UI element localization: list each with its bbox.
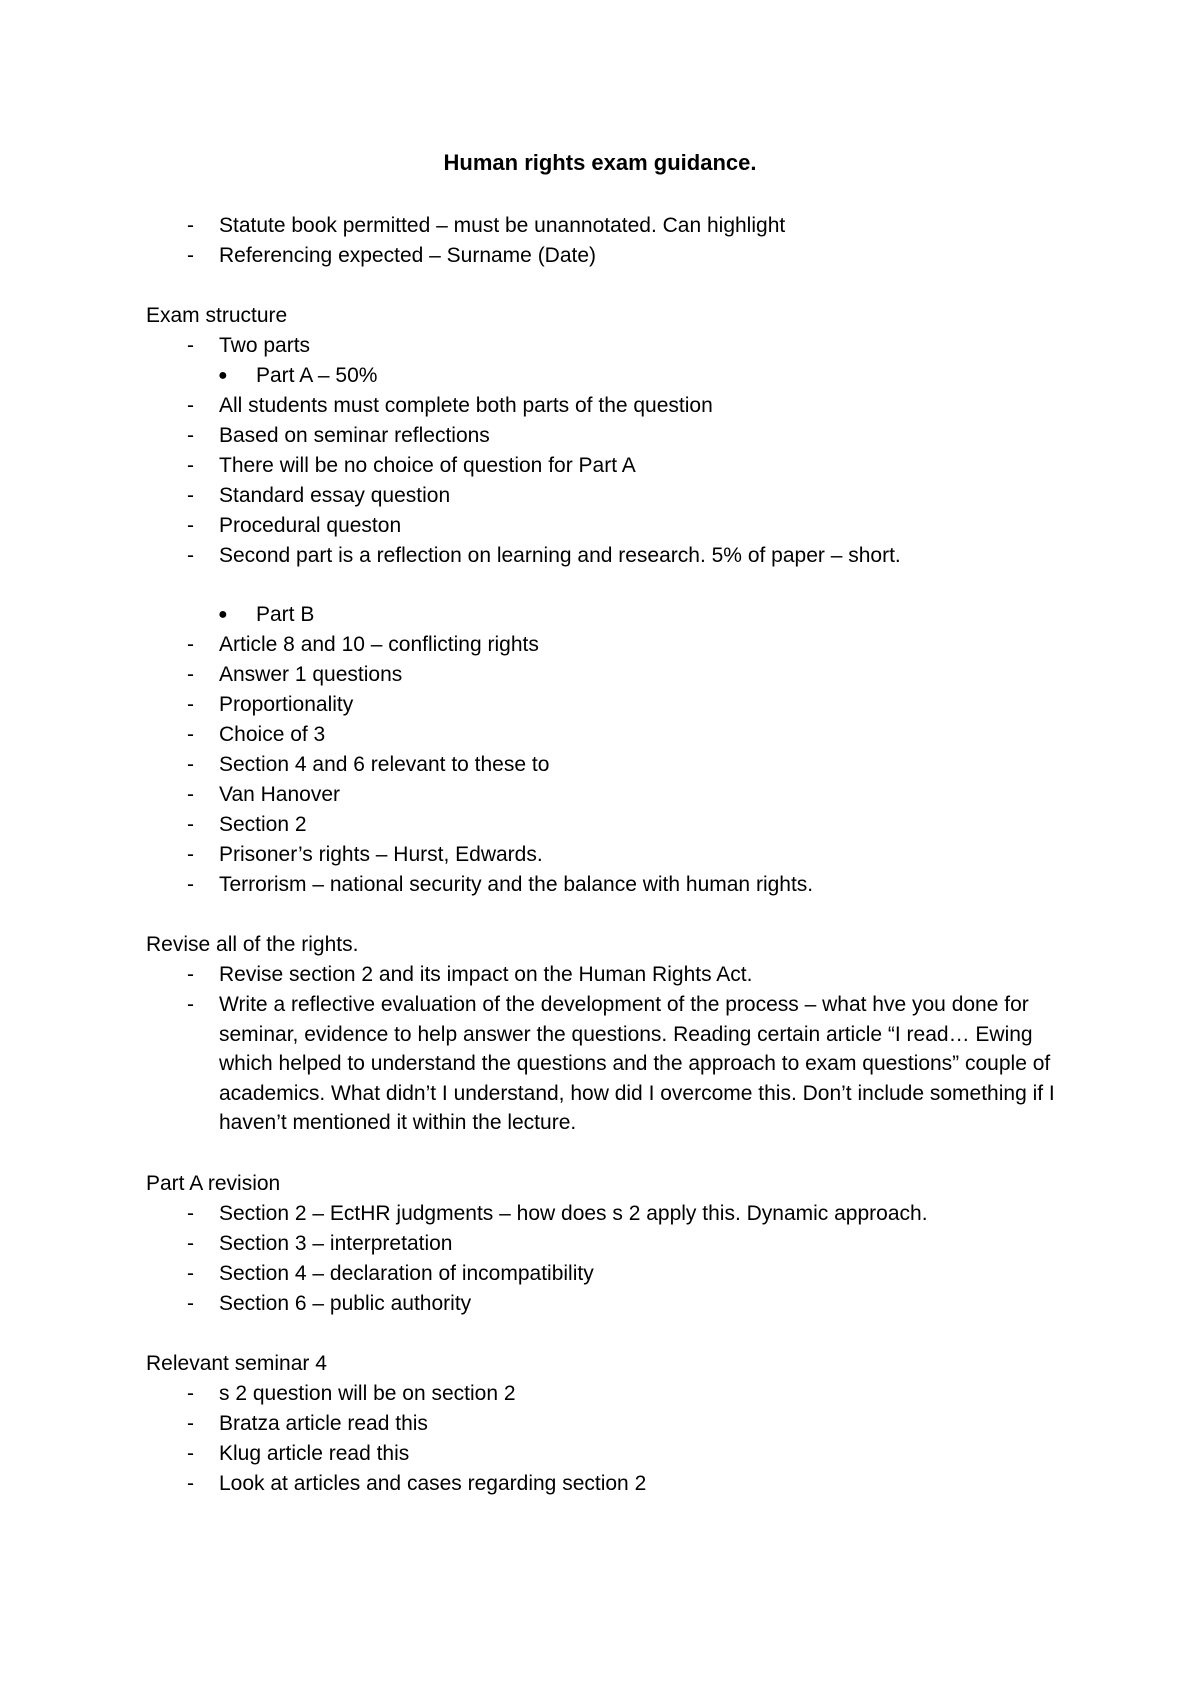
dash-marker: - xyxy=(187,514,194,537)
bullet-icon: ● xyxy=(218,367,228,384)
list-item-text: Answer 1 questions xyxy=(219,663,403,686)
section-heading-relevant-seminar: Relevant seminar 4 xyxy=(146,1352,327,1375)
list-item-text: Standard essay question xyxy=(219,484,451,507)
bullet-icon: ● xyxy=(218,606,228,623)
list-item-text: Prisoner’s rights – Hurst, Edwards. xyxy=(219,843,543,866)
dash-marker: - xyxy=(187,813,194,836)
dash-marker: - xyxy=(187,1262,194,1285)
list-item-text: Bratza article read this xyxy=(219,1412,428,1435)
dash-marker: - xyxy=(187,454,194,477)
list-item-text: Statute book permitted – must be unannotated. Can highlight xyxy=(219,214,786,237)
list-item-text: s 2 question will be on section 2 xyxy=(219,1382,516,1405)
list-item-text: Klug article read this xyxy=(219,1442,410,1465)
section-heading-exam-structure: Exam structure xyxy=(146,304,288,327)
dash-marker: - xyxy=(187,334,194,357)
dash-marker: - xyxy=(187,693,194,716)
list-item-text: Section 2 – EctHR judgments – how does s 2 apply this. Dynamic approach. xyxy=(219,1202,928,1225)
bullet-item-text: Part A – 50% xyxy=(256,364,378,387)
dash-marker: - xyxy=(187,1442,194,1465)
dash-marker: - xyxy=(187,963,194,986)
list-item-text: Two parts xyxy=(219,334,311,357)
dash-marker: - xyxy=(187,1412,194,1435)
list-item-text: There will be no choice of question for Part A xyxy=(219,454,636,477)
list-item-text: Procedural queston xyxy=(219,514,402,537)
dash-marker: - xyxy=(187,723,194,746)
dash-marker: - xyxy=(187,1382,194,1405)
section-heading-revise: Revise all of the rights. xyxy=(146,933,359,956)
reflective-paragraph: Write a reflective evaluation of the development of the process – what hve you done for seminar, evidence to help answer the questions. Reading certain article “I read… Ewing which helped to understand the questions and the approach to exam questions” couple of academics. What didn’t I understand, how did I overcome this. Don’t include something if I haven’t mentioned it within the lecture. xyxy=(219,993,1055,1135)
list-item-text: Article 8 and 10 – conflicting rights xyxy=(219,633,539,656)
list-item-text: Look at articles and cases regarding section 2 xyxy=(219,1472,647,1495)
list-item-text: Second part is a reflection on learning and research. 5% of paper – short. xyxy=(219,544,901,567)
dash-marker: - xyxy=(187,753,194,776)
dash-marker: - xyxy=(187,1292,194,1315)
list-item-text: Choice of 3 xyxy=(219,723,326,746)
list-item-text: Section 4 and 6 relevant to these to xyxy=(219,753,550,776)
dash-marker: - xyxy=(187,663,194,686)
dash-marker: - xyxy=(187,244,194,267)
dash-marker: - xyxy=(187,633,194,656)
list-item-text: Van Hanover xyxy=(219,783,341,806)
dash-marker: - xyxy=(187,214,194,237)
list-item-text: Section 2 xyxy=(219,813,307,836)
dash-marker: - xyxy=(187,394,194,417)
list-item-text: Revise section 2 and its impact on the Human Rights Act. xyxy=(219,963,753,986)
list-item-text: Based on seminar reflections xyxy=(219,424,490,447)
list-item-text: All students must complete both parts of the question xyxy=(219,394,713,417)
dash-marker: - xyxy=(187,1202,194,1225)
list-item-text: Section 6 – public authority xyxy=(219,1292,472,1315)
document-title: Human rights exam guidance. xyxy=(443,150,757,175)
list-item-text: Referencing expected – Surname (Date) xyxy=(219,244,597,267)
dash-marker: - xyxy=(187,993,194,1016)
list-item-text: Terrorism – national security and the balance with human rights. xyxy=(219,873,814,896)
dash-marker: - xyxy=(187,484,194,507)
section-heading-part-a-revision: Part A revision xyxy=(146,1172,281,1195)
dash-marker: - xyxy=(187,1232,194,1255)
dash-marker: - xyxy=(187,873,194,896)
dash-marker: - xyxy=(187,1472,194,1495)
list-item-text: Section 3 – interpretation xyxy=(219,1232,453,1255)
bullet-item-text: Part B xyxy=(256,603,315,626)
dash-marker: - xyxy=(187,783,194,806)
list-item-text: Section 4 – declaration of incompatibility xyxy=(219,1262,594,1285)
dash-marker: - xyxy=(187,544,194,567)
dash-marker: - xyxy=(187,424,194,447)
dash-marker: - xyxy=(187,843,194,866)
list-item-text: Proportionality xyxy=(219,693,354,716)
